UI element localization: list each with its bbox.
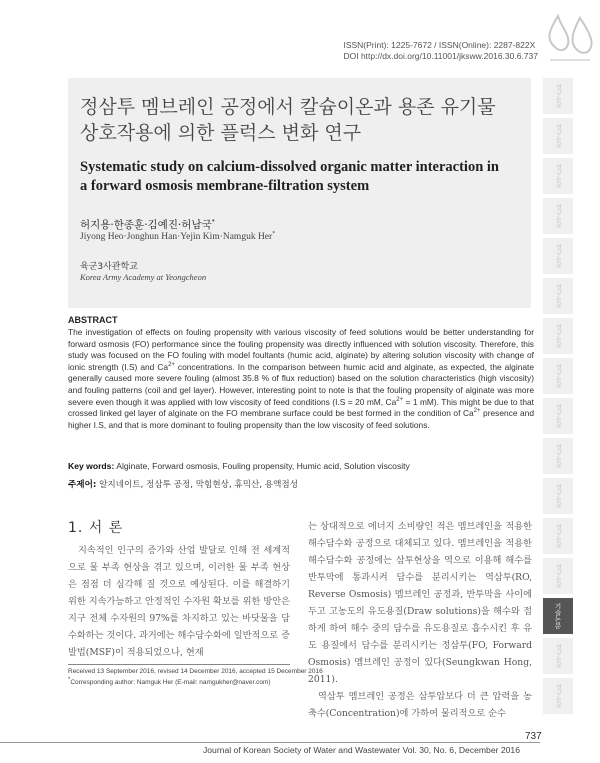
side-tab-label: 연구논문 <box>554 644 562 668</box>
authors-korean-names: 허지용·한종훈·김예진·허남국 <box>80 219 212 231</box>
footnote-corresponding-text: Corresponding author: Namguk Her (E-mail: namgukher@naver.com) <box>70 679 271 686</box>
section-heading: 1. 서 론 <box>68 520 124 536</box>
side-tab <box>543 158 573 194</box>
side-tab <box>543 638 573 674</box>
side-tab <box>543 478 573 514</box>
side-tab-label: 연구논문 <box>554 404 562 428</box>
side-tab <box>543 598 573 634</box>
side-tab-label: 연구논문 <box>554 84 562 108</box>
authors-korean <box>80 217 215 232</box>
side-tab-label: 연구논문 <box>554 244 562 268</box>
title-english-line-2: a forward osmosis membrane-filtration system <box>80 178 370 194</box>
side-tab-label: 기술논문 <box>553 603 562 629</box>
side-tab-label: 연구논문 <box>554 284 562 308</box>
left-column-text: 지속적인 인구의 증가와 산업 발달로 인해 전 세계적으로 물 부족 현상을 겪고 있으며, 이러한 물 부족 현상은 점점 더 심각해 질 것으로 예상된다. 이를 해결하기 위한 지속가능하고 안정적인 수자원 확보를 위한 방안은 지구 전체 수자원의 97%를 차지하고 있는 바닷물을 담수화하는 것이다. 과거에는 해수담수화에 일반적으로 증발법(MSF)이 적용되었으나, 현재 <box>68 545 290 658</box>
side-tab-label: 연구논문 <box>554 364 562 388</box>
abstract-part-4: presence and higher I.S, and that is more dominant to fouling propensity than the low viscosity of feed solutions. <box>68 408 534 430</box>
title-korean <box>80 94 530 146</box>
side-tab-label: 연구논문 <box>554 564 562 588</box>
corresponding-mark: * <box>211 218 215 226</box>
issn-doi-header <box>343 40 538 62</box>
side-tab <box>543 78 573 114</box>
title-korean-line-2: 상호작용에 의한 플럭스 변화 연구 <box>80 122 362 144</box>
doi-line: DOI http://dx.doi.org/10.11001/jksww.2016.30.6.737 <box>343 51 538 61</box>
side-tab <box>543 678 573 714</box>
superscript: 2+ <box>168 361 175 368</box>
footer-divider <box>0 742 540 743</box>
keywords-english <box>68 461 534 471</box>
title-english <box>80 158 530 196</box>
superscript: 2+ <box>396 396 404 403</box>
title-english-line-1: Systematic study on calcium-dissolved organic matter interaction in <box>80 159 499 175</box>
keywords-korean-list: 알지네이트, 정삼투 공정, 막힘현상, 휴믹산, 용액점성 <box>99 480 298 490</box>
side-tab-label: 연구논문 <box>554 324 562 348</box>
side-tab <box>543 198 573 234</box>
affiliation-korean: 육군3사관학교 <box>80 262 138 272</box>
side-tab-label: 연구논문 <box>554 524 562 548</box>
affiliation-english: Korea Army Academy at Yeongcheon <box>80 272 207 282</box>
journal-footer: Journal of Korean Society of Water and Wastewater Vol. 30, No. 6, December 2016 <box>202 745 520 755</box>
side-tab <box>543 118 573 154</box>
side-tab-label: 연구논문 <box>554 484 562 508</box>
superscript: 2+ <box>473 408 481 415</box>
abstract-part-1: The investigation of effects on fouling propensity with various viscosity of feed solutions would be better understanding for forward osmosis (FO) performance since the fouling propensity was directly influenced with solution viscosity. Therefore, this study was focused on the FO fouling with model foultants (humic acid, alginate) by altering solution viscosity with change of ionic strength (I.S) and Ca <box>68 327 534 372</box>
right-column-paragraph-1: 는 상대적으로 에너지 소비량인 적은 멤브레인을 적용한 해수담수화 공정으로 대체되고 있다. 멤브레인을 적용한 해수담수화 공정에는 삼투현상을 역으로 이용해 해수를 반투막에 통과시켜 담수를 분리시키는 역삼투(RO, Reverse Osmosis) 멤브레인 공정과, 반투막을 사이에 두고 고농도의 유도용질(Draw solutions)을 해수와 접하게 하여 해수 중의 담수를 유도용질로 흡수시킨 후 유도 용질에서 담수를 분리시키는 정삼투(FO, Forward Osmosis) 멤브레인 공정이 있다(Seungkwan Hong, 2011). <box>308 521 532 685</box>
authors-english <box>80 232 275 242</box>
keywords-list: Alginate, Forward osmosis, Fouling propensity, Humic acid, Solution viscosity <box>116 461 410 471</box>
side-tab <box>543 518 573 554</box>
keywords-korean <box>68 478 534 490</box>
keywords-label: Key words: <box>68 461 115 471</box>
footnote-received: Received 13 September 2016, revised 14 December 2016, accepted 15 December 2016 <box>68 668 323 675</box>
water-drop-logo-icon <box>544 8 596 68</box>
side-tab-label: 연구논문 <box>554 204 562 228</box>
footnote-mark: * <box>68 676 71 683</box>
page-number: 737 <box>525 731 542 742</box>
issn-line: ISSN(Print): 1225-7672 / ISSN(Online): 2287-822X <box>343 40 536 50</box>
right-column <box>308 518 532 722</box>
authors-english-names: Jiyong Heo·Jonghun Han·Yejin Kim·Namguk Her <box>80 232 273 242</box>
abstract-heading: ABSTRACT <box>68 315 118 325</box>
side-tab-label: 연구논문 <box>554 684 562 708</box>
side-tab-strip <box>543 78 573 718</box>
side-tab-label: 연구논문 <box>554 124 562 148</box>
title-korean-line-1: 정삼투 멤브레인 공정에서 칼슘이온과 용존 유기물 <box>80 96 496 118</box>
right-column-paragraph-2: 역삼투 멤브레인 공정은 삼투압보다 더 큰 압력을 농축수(Concentration)에 가하여 물리적으로 순수 <box>308 691 532 719</box>
side-tab <box>543 278 573 314</box>
corresponding-mark: * <box>272 230 276 237</box>
footnote-divider <box>68 664 290 665</box>
keywords-korean-label: 주제어: <box>68 480 97 490</box>
side-tab <box>543 358 573 394</box>
side-tab <box>543 438 573 474</box>
side-tab-label: 연구논문 <box>554 444 562 468</box>
side-tab <box>543 318 573 354</box>
abstract-part-2: concentrations. In the comparison between humic acid and alginate, as expected, the alginate generally caused more severe fouling (almost 35.8 % of flux reduction) based on the solution characteristics (high viscosity) and fouling patterns (coil and gel layer). However, interesting point to note is that the fouling propensity of alginate was more severe even though it was applied with low viscosity of feed conditions (I.S = 20 mM, Ca <box>68 361 534 407</box>
side-tab <box>543 558 573 594</box>
side-tab <box>543 238 573 274</box>
footnote-corresponding <box>68 676 271 686</box>
side-tab <box>543 398 573 434</box>
abstract-part-3: = 1 mM). This might be due to that crossed linked gel layer of alginate on the FO membrane surface could be best formed in the condition of Ca <box>68 396 534 419</box>
side-tab-label: 연구논문 <box>554 164 562 188</box>
abstract-text <box>68 327 534 431</box>
